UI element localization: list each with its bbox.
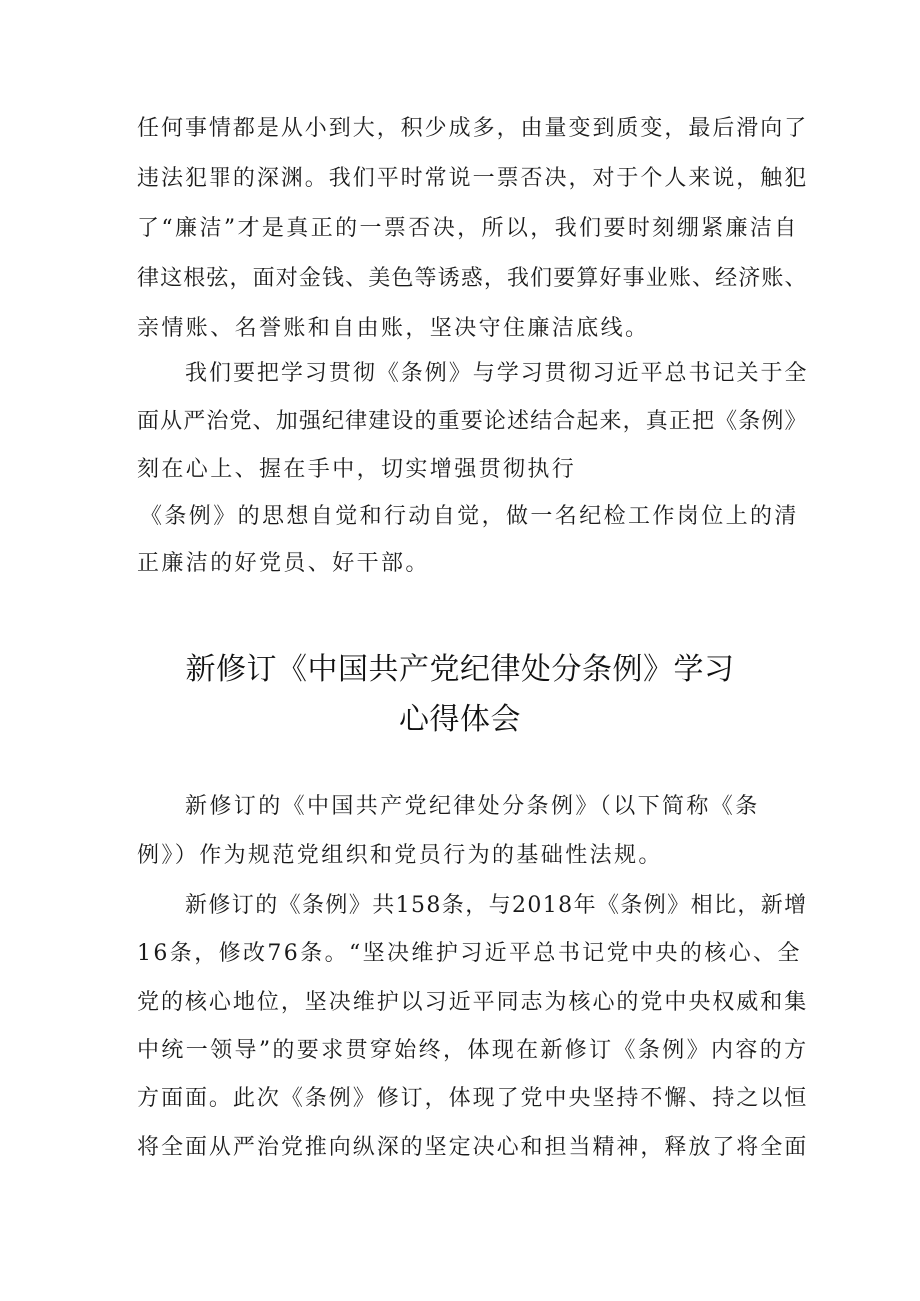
text-line: 将全面从严治党推向纵深的坚定决心和担当精神，释放了将全面 <box>137 1135 809 1160</box>
text-line: 16条，修改76条。“坚决维护习近平总书记党中央的核心、全 <box>137 941 802 966</box>
text-line: 面从严治党、加强纪律建设的重要论述结合起来，真正把《条例》 <box>137 409 808 434</box>
text-line: 例》）作为规范党组织和党员行为的基础性法规。 <box>137 843 663 868</box>
text-line: 新修订的《中国共产党纪律处分条例》（以下简称《条 <box>185 794 760 819</box>
text-line: 律这根弦，面对金钱、美色等诱惑，我们要算好事业账、经济账、 <box>137 266 808 291</box>
text-line: 违法犯罪的深渊。我们平时常说一票否决，对于个人来说，触犯 <box>137 166 809 191</box>
text-line: 了“廉洁”才是真正的一票否决，所以，我们要时刻绷紧廉洁自 <box>137 216 799 241</box>
text-line: 党的核心地位，坚决维护以习近平同志为核心的党中央权威和集 <box>137 990 809 1015</box>
text-line: 我们要把学习贯彻《条例》与学习贯彻习近平总书记关于全 <box>185 361 809 386</box>
text-line: 亲情账、名誉账和自由账，坚决守住廉洁底线。 <box>137 316 650 341</box>
text-line: 任何事情都是从小到大，积少成多，由量变到质变，最后滑向了 <box>137 116 809 141</box>
text-line: 刻在心上、握在手中，切实增强贯彻执行 <box>137 457 577 482</box>
text-line: 方面面。此次《条例》修订，体现了党中央坚持不懈、持之以恒 <box>137 1086 809 1111</box>
title-line-1: 新修订《中国共产党纪律处分条例》学习 <box>185 652 735 687</box>
text-line: 《条例》的思想自觉和行动自觉，做一名纪检工作岗位上的清 <box>140 504 799 529</box>
text-line: 新修订的《条例》共158条，与2018年《条例》相比，新增 <box>185 893 808 918</box>
text-line: 中统一领导”的要求贯穿始终，体现在新修订《条例》内容的方 <box>137 1038 809 1063</box>
text-line: 正廉洁的好党员、好干部。 <box>137 551 430 576</box>
title-line-2: 心得体会 <box>399 702 521 737</box>
